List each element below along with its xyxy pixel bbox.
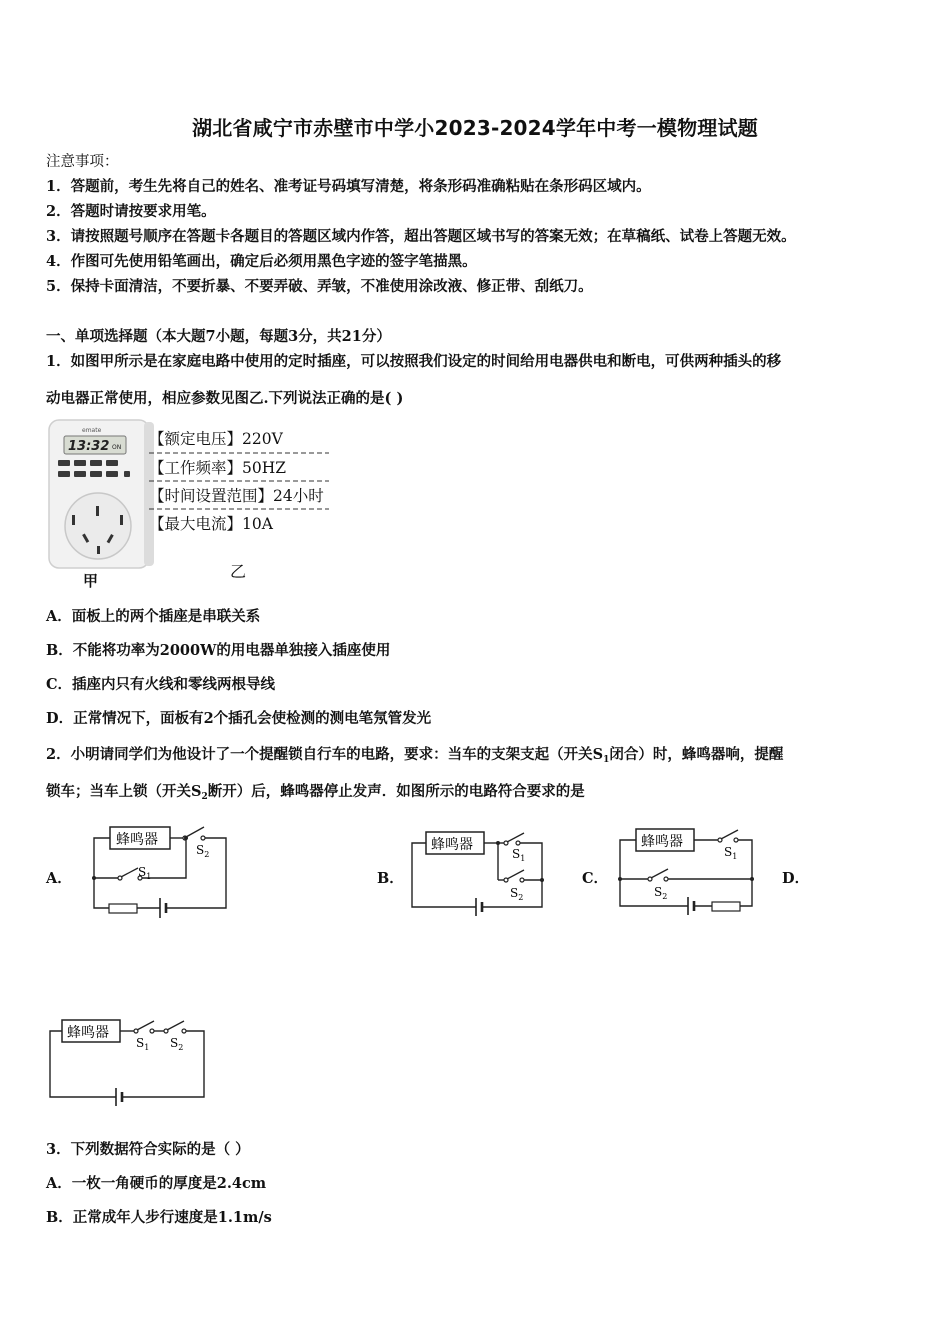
circuit-b <box>406 826 551 921</box>
notice-item: 5．保持卡面清洁，不要折暴、不要弄破、弄皱，不准使用涂改液、修正带、刮纸刀。 <box>46 278 593 295</box>
q1-option-a: A．面板上的两个插座是串联关系 <box>46 608 261 625</box>
figure-label-jia: 甲 <box>83 572 99 590</box>
circuit-a <box>88 820 238 920</box>
spec-label: 【额定电压】 <box>149 430 243 448</box>
spec-dividers <box>149 452 331 512</box>
switch-s2 <box>186 827 204 837</box>
circuit-c <box>614 822 764 922</box>
device-display: 13:32 <box>68 439 110 454</box>
notice-item: 3．请按照题号顺序在答题卡各题目的答题区域内作答，超出答题区域书写的答案无效；在草稿纸、试卷上答题无效。 <box>46 228 796 245</box>
spec-label: 【工作频率】 <box>149 459 243 477</box>
page-title: 湖北省咸宁市赤壁市中学小2023-2024学年中考一模物理试题 <box>192 116 758 140</box>
switch-s1 <box>507 833 524 842</box>
q1-stem-line1: 1．如图甲所示是在家庭电路中使用的定时插座，可以按照我们设定的时间给用电器供电和断电，可供两种插头的移 <box>46 353 782 370</box>
q3-option-b: B．正常成年人步行速度是1.1m/s <box>46 1209 272 1226</box>
q1-stem-line2: 动电器正常使用，相应参数见图乙.下列说法正确的是( ) <box>46 390 404 407</box>
q2-stem-line1: 2．小明请同学们为他设计了一个提醒锁自行车的电路，要求：当车的支架支起（开关$S_1$闭合）时，蜂鸣器响，提醒 <box>46 746 784 765</box>
q2-stem-line2: 锁车；当车上锁（开关$S_2$断开）后，蜂鸣器停止发声．如图所示的电路符合要求的是 <box>46 783 585 802</box>
svg-text:S2: $S_2$ <box>654 885 668 901</box>
svg-text:S1: $S_1$ <box>136 1036 150 1052</box>
spec-label: 【最大电流】 <box>149 515 243 533</box>
svg-text:S2: $S_2$ <box>196 843 210 859</box>
timer-socket-figure <box>46 418 156 570</box>
buzzer-label: 蜂鸣器 <box>641 834 683 850</box>
svg-text:S1: $S_1$ <box>724 845 738 861</box>
resistor <box>712 902 740 911</box>
spec-value: 24小时 <box>273 487 324 505</box>
switch-s2 <box>167 1021 184 1030</box>
circuit-d-label: D． <box>782 870 810 887</box>
svg-text:S2: $S_2$ <box>510 886 524 902</box>
svg-text:S1: $S_1$ <box>512 847 526 863</box>
circuit-c-label: C． <box>582 870 609 887</box>
device-brand: emate <box>82 427 102 434</box>
resistor <box>109 904 137 913</box>
svg-text:S1: $S_1$ <box>138 865 152 881</box>
spec-row <box>149 429 283 449</box>
buzzer-label: 蜂鸣器 <box>67 1025 109 1041</box>
notice-item: 2．答题时请按要求用笔。 <box>46 203 216 220</box>
circuit-d <box>46 1012 211 1107</box>
notice-heading: 注意事项： <box>46 154 119 170</box>
q3-option-a: A．一枚一角硬币的厚度是2.4cm <box>46 1175 267 1192</box>
circuit-b-label: B． <box>377 870 404 887</box>
q1-option-b: B．不能将功率为2000W的用电器单独接入插座使用 <box>46 642 391 659</box>
buzzer-label: 蜂鸣器 <box>116 832 158 848</box>
buzzer-label: 蜂鸣器 <box>431 837 473 853</box>
notice-item: 1．答题前，考生先将自己的姓名、准考证号码填写清楚，将条形码准确粘贴在条形码区域内。 <box>46 178 651 195</box>
figure-label-yi: 乙 <box>230 562 247 581</box>
circuit-a-label: A． <box>46 870 72 887</box>
q1-option-c: C．插座内只有火线和零线两根导线 <box>46 676 276 693</box>
spec-row <box>149 514 273 534</box>
notice-item: 4．作图可先使用铅笔画出，确定后必须用黑色字迹的签字笔描黑。 <box>46 253 477 270</box>
spec-label: 【时间设置范围】 <box>149 487 274 505</box>
section-heading: 一、单项选择题（本大题7小题，每题3分，共21分） <box>46 328 391 345</box>
q3-stem: 3．下列数据符合实际的是（ ） <box>46 1141 250 1158</box>
switch-s1 <box>121 868 138 877</box>
q1-option-d: D．正常情况下，面板有2个插孔会使检测的测电笔氖管发光 <box>46 710 432 727</box>
device-display-suffix: ON <box>112 444 122 451</box>
spec-value: 50HZ <box>242 459 287 477</box>
svg-text:S2: $S_2$ <box>170 1036 184 1052</box>
spec-value: 10A <box>242 515 273 533</box>
spec-value: 220V <box>242 430 283 448</box>
